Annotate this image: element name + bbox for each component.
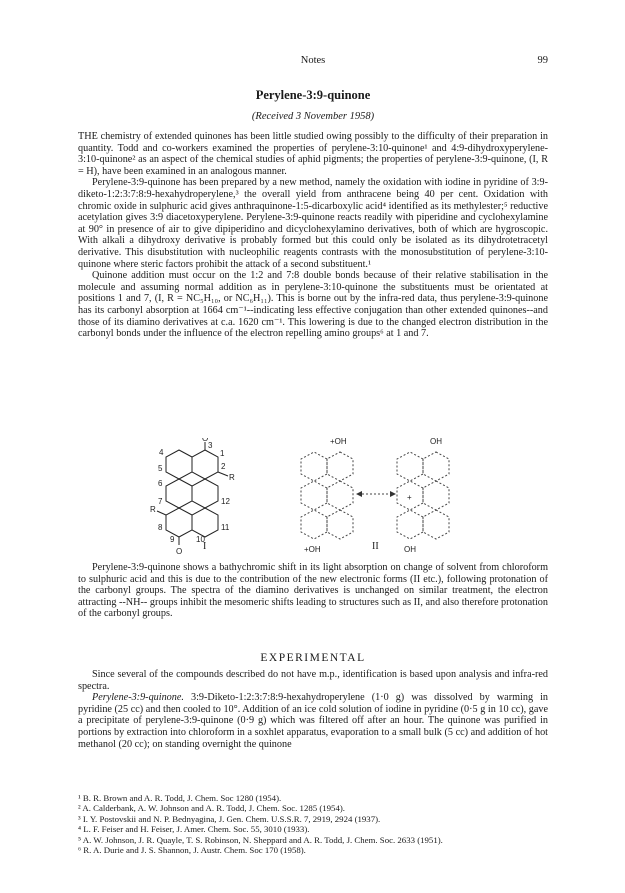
oh-plus-bottom-atom: +OH [304, 545, 321, 554]
structure-II-right [397, 438, 449, 554]
position-1: 1 [220, 449, 225, 458]
position-4: 4 [159, 448, 164, 457]
experimental-text [78, 669, 548, 750]
footnote-1: ¹ B. R. Brown and A. R. Todd, J. Chem. Soc 1280 (1954). [78, 793, 282, 803]
article-title: Perylene-3:9-quinone [255, 88, 371, 102]
position-11: 11 [221, 523, 230, 532]
structure-figure [150, 438, 480, 556]
paragraph-3: Quinone addition must occur on the 1:2 and 7:8 double bonds because of their relative stabilisation in the molecule and assuming normal addition as in perylene-3:10-quinone the substituents must be orientated at positions 1 and 7, (I, R = NC₅H₁₀, or NC₆H₁₁). This is borne out by the infra-red data, thus perylene-3:9-quinone has its carbonyl absorption at 1664 cm⁻¹--indicating less effective conjugation than other extended quinones--and those of its diamino derivatives at c.a. 1620 cm⁻¹. This lowering is due to the changed electron distribution in the carbonyl bonds under the influence of the electron repelling amino groups⁶ at 1 and 7. [78, 270, 548, 340]
position-7: 7 [158, 497, 163, 506]
position-5: 5 [158, 464, 163, 473]
paragraph-1: THE chemistry of extended quinones has been little studied owing possibly to the difficulty of their preparation in quantity. Todd and co-workers examined the properties of perylene-3:10-quinone¹ and 4:9-dihydroxyperylene-3:10-quinone² as an aspect of the chemical studies of aphid pigments; the properties of perylene-3:9-quinone, (I, R = H), have been examined in an analogous manner. [78, 131, 548, 177]
oh-plus-top-atom: +OH [330, 438, 347, 446]
oh-bottom-atom: OH [404, 545, 416, 554]
post-figure-text [78, 562, 548, 620]
oh-top-atom: OH [430, 438, 442, 446]
position-3: 3 [208, 441, 213, 450]
o-top-atom: O [202, 438, 209, 443]
chemical-structures [150, 438, 480, 556]
procedure-text: 3:9-Diketo-1:2:3:7:8:9-hexahydroperylene (1·0 g) was dissolved by warming in pyridine (25 cc) and then cooled to 10°. Addition of an ice cold solution of iodine in pyridine (0·5 g in 10 cc), gave a precipitate of perylene-3:9-quinone (0·9 g) which was filtered off after an hour. The quinone was purified in portions by extraction into chloroform in a soxhlet apparatus, evaporation to a small bulk (5 cc) and addition of hot methanol (20 cc); on standing overnight the quinone [78, 692, 548, 750]
structure-I [150, 438, 235, 556]
page-number: 99 [537, 55, 548, 66]
received-date: (Received 3 November 1958) [251, 111, 375, 122]
structure-label-I: I [203, 541, 207, 552]
procedure-title: Perylene-3:9-quinone. [92, 692, 184, 704]
structure-II-left [301, 438, 353, 554]
r-substituent-1: R [229, 473, 235, 482]
resonance-arrow [356, 491, 396, 497]
footnote-6: ⁶ R. A. Durie and J. S. Shannon, J. Austr. Chem. Soc 170 (1958). [78, 845, 306, 856]
intro-text [78, 131, 548, 340]
position-10: 10 [196, 535, 205, 544]
footnote-2: ² A. Calderbank, A. W. Johnson and A. R. Todd, J. Chem. Soc. 1285 (1954). [78, 803, 345, 814]
position-8: 8 [158, 523, 163, 532]
plus-charge: + [407, 493, 412, 502]
position-12: 12 [221, 497, 230, 506]
experimental-intro: Since several of the compounds described do not have m.p., identification is based upon analysis and infra-red spectra. [78, 669, 548, 692]
footnote-3: ³ I. Y. Postovskii and N. P. Bednyagina, J. Gen. Chem. U.S.S.R. 7, 2919, 2924 (1937). [78, 813, 381, 824]
experimental-heading: EXPERIMENTAL [260, 652, 366, 664]
position-6: 6 [158, 479, 163, 488]
position-2: 2 [221, 462, 226, 471]
running-header [78, 55, 548, 69]
footnotes [78, 793, 548, 855]
footnote-5: ⁵ A. W. Johnson, J. R. Quayle, T. S. Robinson, N. Sheppard and A. R. Todd, J. Chem. Soc. 2633 (1951). [78, 834, 443, 845]
experimental-procedure [78, 692, 548, 750]
o-bottom-atom: O [176, 547, 183, 556]
section-title: Notes [300, 55, 326, 66]
r-substituent-2: R [150, 505, 156, 514]
position-9: 9 [170, 535, 175, 544]
footnote-4: ⁴ L. F. Feiser and H. Feiser, J. Amer. Chem. Soc. 55, 3010 (1933). [78, 824, 310, 835]
paragraph-2: Perylene-3:9-quinone has been prepared by a new method, namely the oxidation with iodine in pyridine of 3:9-diketo-1:2:3:7:8:9-hexahydroperylene,³ the overall yield from anthracene being 40 per cent. Oxidation with chromic oxide in sulphuric acid gives anthraquinone-1:5-dicarboxylic acid⁴ identified as its methylester;⁵ reductive acetylation gives 3:9 diacetoxyperylene. Perylene-3:9-quinone reacts readily with piperidine and cyclohexylamine at 90° in presence of air to give dipiperidino and dicyclohexylamino derivatives, both of which are hygroscopic. With alkali a dihydroxy derivative is probably formed but this could only be isolated as its dihydrotetracetyl derivative. This disubstitution with nucleophilic reagents contrasts with the monosubstitution of perylene-3:10-quinone where steric factors prohibit the attack of a second substituent.¹ [78, 177, 548, 270]
paragraph-4: Perylene-3:9-quinone shows a bathychromic shift in its light absorption on change of solvent from chloroform to sulphuric acid and this is due to the contribution of the new electronic forms (II etc.), following protonation of the carbonyl groups. The spectra of the diamino derivatives is unchanged on similar treatment, the electron attracting --NH-- groups inhibit the mesomeric shifts leading to structures such as II, and also therefore protonation of the carbonyl groups. [78, 562, 548, 620]
structure-label-II: II [372, 541, 379, 552]
